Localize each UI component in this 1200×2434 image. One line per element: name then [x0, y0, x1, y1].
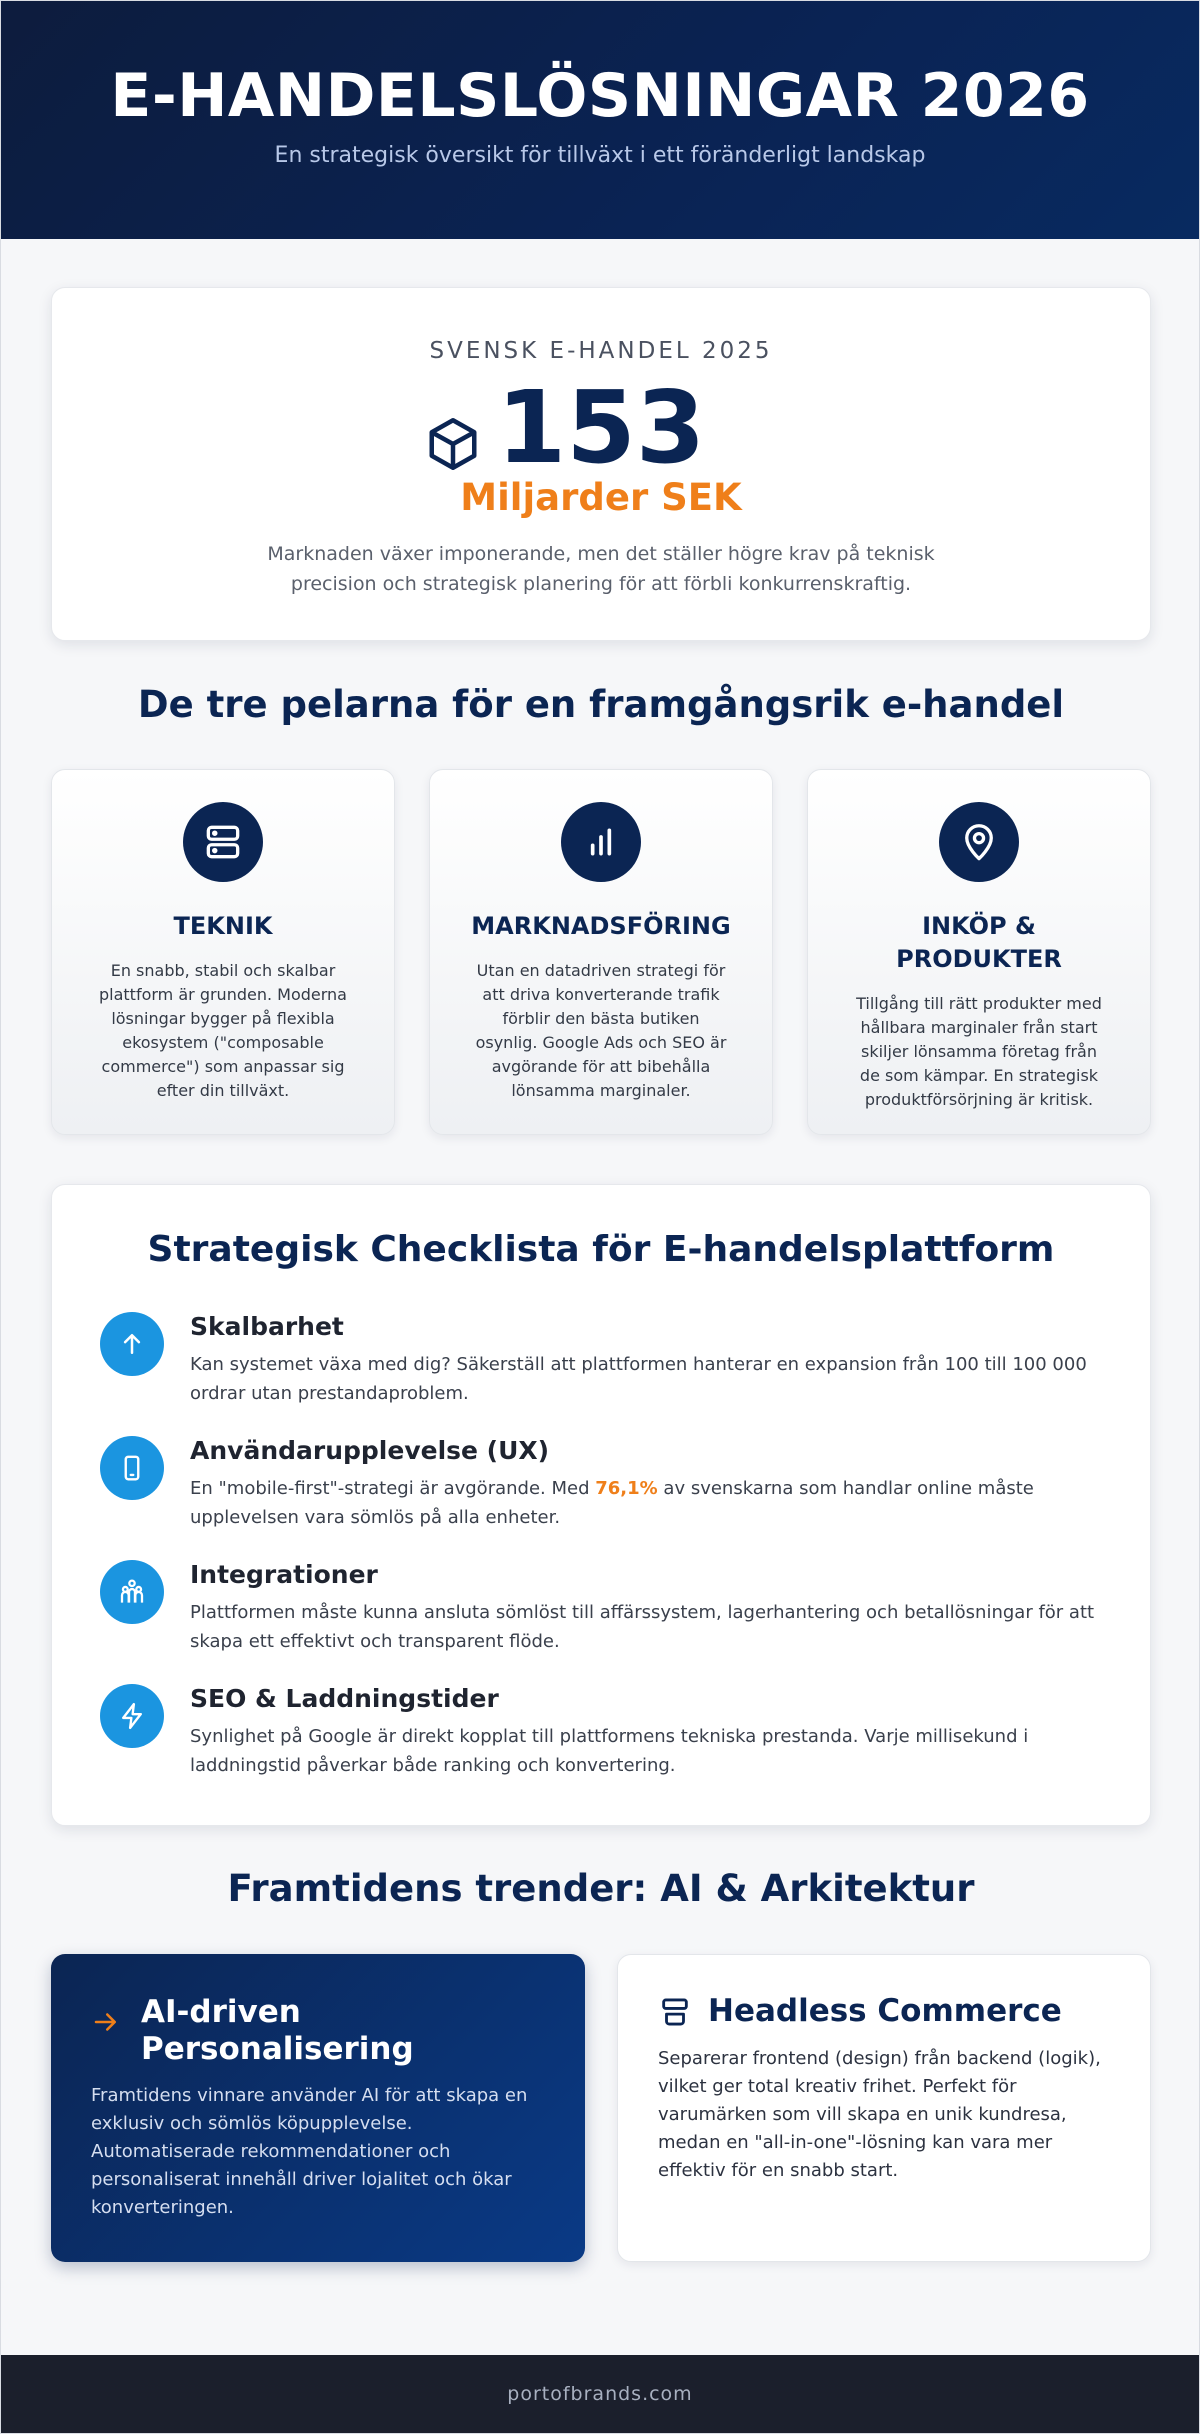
checklist-item-text	[190, 1474, 1110, 1532]
arrow-right-icon	[91, 2007, 121, 2037]
bar-chart-icon	[561, 802, 641, 882]
checklist-item-title: Integrationer	[190, 1560, 378, 1589]
pillar-title: TEKNIK	[173, 912, 273, 940]
checklist-title: Strategisk Checklista för E-handelsplattform	[147, 1229, 1055, 1270]
checklist-item-title: Skalbarhet	[190, 1312, 344, 1341]
mobile-share-highlight: 76,1%	[595, 1478, 658, 1499]
stat-value: 153	[496, 369, 706, 486]
trend-card-ai	[51, 1954, 585, 2262]
footer-link[interactable]: portofbrands.com	[507, 2383, 693, 2405]
stat-description: Marknaden växer imponerande, men det ställer högre krav på teknisk precision och strategisk planering för att förbli konkurrenskraftig.	[267, 543, 935, 595]
footer	[1, 2355, 1199, 2433]
pillar-card-marknadsforing	[429, 769, 773, 1135]
page-subtitle: En strategisk översikt för tillväxt i ett föränderligt landskap	[274, 143, 926, 168]
pillar-text: En snabb, stabil och skalbar plattform är grunden. Moderna lösningar bygger på flexibla ekosystem ("composable commerce") som anpassar sig efter din tillväxt.	[99, 961, 347, 1100]
pillar-card-inkop	[807, 769, 1151, 1135]
hero-header	[1, 1, 1199, 239]
ux-text-after: av svenskarna som handlar online måste upplevelsen vara sömlös på alla enheter.	[190, 1478, 1034, 1528]
lightning-icon	[100, 1684, 164, 1748]
stat-unit: Miljarder SEK	[460, 476, 742, 519]
layers-icon	[658, 1995, 692, 2029]
pillar-text: Utan en datadriven strategi för att driva konverterande trafik förblir den bästa butiken osynlig. Google Ads och SEO är avgörande för att bibehålla lönsamma marginaler.	[475, 961, 727, 1100]
market-stat-card	[51, 287, 1151, 641]
pillar-title: MARKNADSFÖRING	[471, 912, 731, 940]
trend-text: Separerar frontend (design) från backend (logik), vilket ger total kreativ frihet. Perfekt för varumärken som vill skapa en unik kundresa, medan en "all-in-one"-lösning kan vara mer effektiv för en snabb start.	[658, 2048, 1101, 2181]
stat-kicker: SVENSK E-HANDEL 2025	[429, 338, 773, 364]
trends-title: Framtidens trender: AI & Arkitektur	[227, 1867, 975, 1910]
page-title: E-HANDELSLÖSNINGAR 2026	[110, 61, 1090, 131]
map-pin-icon	[939, 802, 1019, 882]
checklist-item-title: Användarupplevelse (UX)	[190, 1436, 550, 1465]
mobile-icon	[100, 1436, 164, 1500]
trend-title: AI-driven Personalisering	[141, 1994, 414, 2067]
pillar-text: Tillgång till rätt produkter med hållbara marginaler från start skiljer lönsamma företag från de som kämpar. En strategisk produktförsörjning är kritisk.	[856, 994, 1102, 1109]
trend-text: Framtidens vinnare använder AI för att skapa en exklusiv och sömlös köpupplevelse. Automatiserade rekommendationer och personaliserat innehåll driver lojalitet och ökar konverteringen.	[91, 2085, 528, 2218]
checklist-item-text: Synlighet på Google är direkt kopplat till plattformens tekniska prestanda. Varje millisekund i laddningstid påverkar både ranking och konvertering.	[190, 1726, 1029, 1776]
server-icon	[183, 802, 263, 882]
checklist-item-text: Kan systemet växa med dig? Säkerställ att plattformen hanterar en expansion från 100 till 100 000 ordrar utan prestandaproblem.	[190, 1354, 1087, 1404]
pillar-title: INKÖP & PRODUKTER	[896, 912, 1062, 973]
pillar-card-teknik	[51, 769, 395, 1135]
users-icon	[100, 1560, 164, 1624]
checklist-card	[51, 1184, 1151, 1826]
checklist-item-text: Plattformen måste kunna ansluta sömlöst till affärssystem, lagerhantering och betallösningar för att skapa ett effektivt och transparent flöde.	[190, 1602, 1095, 1652]
trend-title: Headless Commerce	[708, 1993, 1062, 2029]
trend-card-headless	[617, 1954, 1151, 2262]
checklist-item-title: SEO & Laddningstider	[190, 1684, 499, 1713]
ux-text-before: En "mobile-first"-strategi är avgörande. Med	[190, 1478, 596, 1499]
arrow-up-icon	[100, 1312, 164, 1376]
pillars-title: De tre pelarna för en framgångsrik e-handel	[137, 683, 1065, 726]
